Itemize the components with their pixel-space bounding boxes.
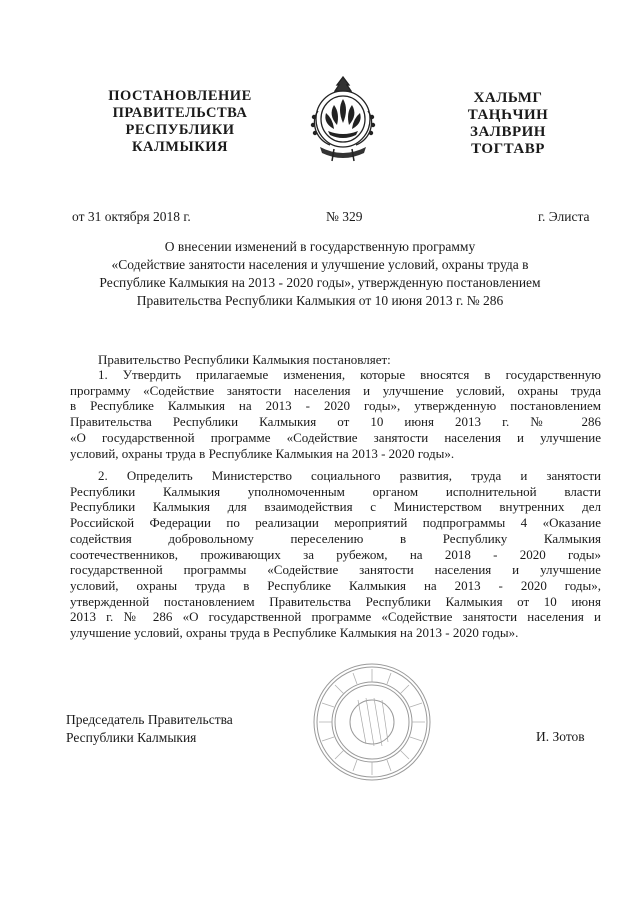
- signatory-position: [66, 711, 233, 747]
- paragraph-line: соотечественников, проживающих за рубежом, на 2018 - 2020 годы»: [70, 546, 601, 562]
- header-left-line: РЕСПУБЛИКИ: [125, 122, 235, 138]
- title-line: Республике Калмыкия на 2013 - 2020 годы», утвержденную постановлением: [99, 275, 541, 290]
- header-right-line: ТОГТАВР: [471, 141, 545, 157]
- signatory-position-line: Председатель Правительства: [66, 712, 233, 727]
- paragraph-line: условий, охраны труда в Республике Калмыкия на 2013 - 2020 годы»,: [70, 577, 601, 593]
- paragraph-line: программу «Содействие занятости населения и улучшение условий, охраны труда: [70, 382, 601, 398]
- paragraph-1: [70, 367, 601, 461]
- paragraph-line: 1. Утвердить прилагаемые изменения, которые вносятся в государственную: [98, 367, 601, 382]
- coat-of-arms-emblem-icon: [304, 73, 382, 165]
- paragraph-line: государственной программы «Содействие занятости населения и улучшение: [70, 562, 601, 578]
- paragraph-line: Правительства Республики Калмыкия от 10 июня 2013 г. № 286: [70, 414, 601, 430]
- paragraph-line: 2. Определить Министерство социального развития, труда и занятости: [98, 468, 601, 483]
- official-round-stamp-icon: [308, 660, 436, 784]
- paragraph-line: 2013 г. № 286 «О государственной программе «Содействие занятости населения и: [70, 609, 601, 625]
- document-city: г. Элиста: [538, 209, 590, 224]
- header-right-title: [448, 90, 568, 158]
- title-line: «Содействие занятости населения и улучшение условий, охраны труда в: [111, 257, 529, 272]
- paragraph-line: Республики Калмыкия для взаимодействия с Министерством внутренних дел: [70, 499, 601, 515]
- signatory-name: И. Зотов: [536, 729, 585, 744]
- intro-text: Правительство Республики Калмыкия постановляет:: [98, 352, 391, 367]
- document-number: № 329: [326, 209, 363, 224]
- paragraph-line: Российской Федерации по реализации мероприятий подпрограммы 4 «Оказание: [70, 515, 601, 531]
- document-date: от 31 октября 2018 г.: [72, 209, 191, 224]
- header-right-line: ХАЛЬМГ: [473, 90, 543, 106]
- paragraph-line: «О государственной программе «Содействие занятости населения и улучшение: [70, 429, 601, 445]
- header-left-title: [85, 88, 275, 156]
- title-line: Правительства Республики Калмыкия от 10 июня 2013 г. № 286: [136, 293, 504, 308]
- paragraph-line: в Республике Калмыкия на 2013 - 2020 годы», утвержденную постановлением: [70, 398, 601, 414]
- paragraph-line: условий, охраны труда в Республике Калмыкия на 2013 - 2020 годы».: [70, 445, 455, 461]
- paragraph-line: содействия добровольному переселению в Республику Калмыкия: [70, 530, 601, 546]
- header-left-line: ПОСТАНОВЛЕНИЕ: [108, 88, 252, 104]
- header-left-line: ПРАВИТЕЛЬСТВА: [112, 105, 248, 121]
- signatory-position-line: Республики Калмыкия: [66, 730, 197, 745]
- document-title: [60, 238, 580, 310]
- paragraph-line: улучшение условий, охраны труда в Республике Калмыкия на 2013 - 2020 годы».: [70, 625, 519, 641]
- title-line: О внесении изменений в государственную программу: [164, 239, 476, 254]
- paragraph-line: утвержденной постановлением Правительства Республики Калмыкия от 10 июня: [70, 593, 601, 609]
- header-left-line: КАЛМЫКИЯ: [132, 139, 228, 155]
- paragraph-line: Республики Калмыкия уполномоченным органом исполнительной власти: [70, 483, 601, 499]
- header-right-line: ТАҢҺЧИН: [467, 107, 549, 123]
- header-right-line: ЗАЛВРИН: [470, 124, 546, 140]
- paragraph-2: [70, 468, 601, 641]
